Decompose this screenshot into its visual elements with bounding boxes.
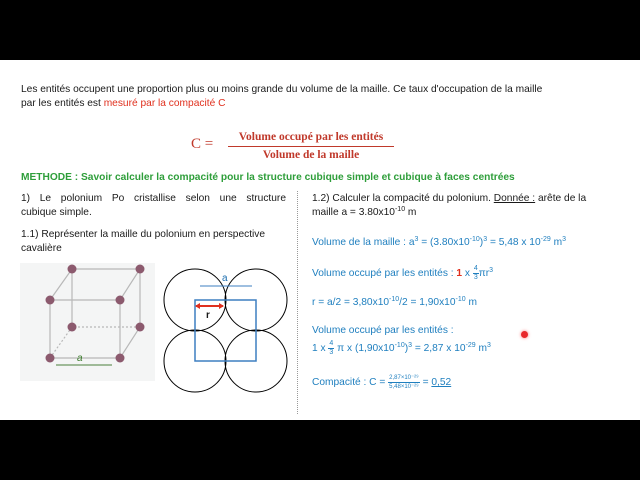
q1-line-2: cubique simple.: [21, 207, 92, 218]
q12-line-2: [312, 206, 416, 219]
exponent: 3: [489, 267, 494, 275]
t: πr: [478, 268, 490, 280]
q1-line-1: 1) Le polonium Po cristallise selon une structure: [21, 193, 286, 204]
t: Volume occupé par les entités :: [312, 268, 457, 280]
formula-numerator: Volume occupé par les entités: [238, 131, 384, 143]
exponent: -29: [540, 236, 551, 243]
unit: m: [405, 207, 417, 218]
t: x: [462, 268, 473, 280]
q12-donnee: Donnée :: [493, 193, 536, 204]
t: 1 x: [312, 343, 329, 355]
t: ): [479, 237, 484, 248]
frac-den: 3: [473, 274, 478, 281]
atom: [46, 296, 55, 305]
atom: [136, 323, 145, 332]
atom: [116, 354, 125, 363]
atom: [46, 354, 55, 363]
exponent: -29: [465, 342, 476, 350]
exponent: 3: [414, 236, 419, 243]
q11-line-1: 1.1) Représenter la maille du polonium en perspective: [21, 229, 266, 240]
slide: [0, 60, 640, 420]
a-label: a: [222, 273, 228, 284]
t: m: [465, 297, 477, 308]
q12-line-1: [312, 192, 586, 205]
atom-count: 1: [456, 268, 463, 280]
t: Compacité : C =: [312, 377, 389, 389]
volume-maille-line: [312, 236, 566, 249]
t: = 2,87 x 10: [412, 343, 466, 355]
exponent: -10: [469, 236, 480, 243]
exponent: -10: [455, 296, 466, 303]
unit-cell-square: [195, 300, 256, 361]
laser-pointer: [521, 331, 528, 338]
t: m: [475, 343, 488, 355]
exponent: -10: [389, 296, 400, 303]
t: Volume de la maille : a: [312, 237, 415, 248]
q12-text: 1.2) Calculer la compacité du polonium.: [312, 193, 494, 204]
atom: [116, 296, 125, 305]
q11-line-2: cavalière: [21, 243, 62, 254]
t: m: [550, 237, 563, 248]
intro-text: par les entités est: [21, 98, 104, 109]
atom: [68, 323, 77, 332]
r-label: r: [206, 310, 210, 321]
intro-highlight: mesuré par la compacité C: [103, 98, 226, 109]
formula-denominator: Volume de la maille: [262, 149, 360, 161]
t: r = a/2 = 3,80x10: [312, 297, 390, 308]
exponent: 3: [408, 342, 413, 350]
exponent: 3: [562, 236, 566, 243]
compacite-result: 0,52: [431, 377, 452, 389]
t: = 5,48 x 10: [487, 237, 541, 248]
r-arrowhead-right: [219, 303, 224, 309]
exponent: 3: [487, 342, 491, 350]
exponent: -10: [394, 342, 405, 350]
column-divider: [297, 191, 298, 414]
cube-edge-label: a: [77, 353, 83, 364]
volume-occupe-line: [312, 265, 493, 282]
t: = (3.80x10: [418, 237, 470, 248]
t: π x (1,90x10: [334, 343, 395, 355]
r-line: [312, 296, 477, 309]
atom-circles: [164, 269, 287, 392]
cube-background: [20, 263, 155, 381]
q12-text-end: arête de la: [535, 193, 587, 204]
atom: [136, 265, 145, 274]
atom: [68, 265, 77, 274]
cube-figure: [20, 263, 155, 381]
frac-num: 2,87×10⁻²⁹: [389, 375, 419, 381]
t: /2 = 1,90x10: [399, 297, 456, 308]
compacite-fraction: [388, 374, 420, 391]
volume-occupe-calc: [312, 340, 491, 357]
frac-num: 4: [473, 265, 478, 272]
frac-num: 4: [329, 340, 334, 347]
circles-figure: [160, 263, 298, 413]
frac-den: 3: [329, 349, 334, 356]
exponent: -10: [394, 206, 406, 213]
volume-occupe-title: Volume occupé par les entités :: [312, 325, 454, 336]
q12-value: maille a = 3.80x10: [312, 207, 395, 218]
t: =: [419, 377, 432, 389]
intro-line-2: [21, 97, 225, 110]
method-title: METHODE : Savoir calculer la compacité pour la structure cubique simple et cubique à faces centrées: [21, 172, 515, 183]
exponent: 3: [483, 236, 488, 243]
formula-bar: [228, 146, 394, 147]
frac-den: 5,48×10⁻²⁹: [389, 384, 419, 390]
formula-lhs: C =: [191, 136, 214, 152]
intro-line-1: Les entités occupent une proportion plus ou moins grande du volume de la maille. Ce taux d'occupation de la maille: [21, 84, 543, 95]
compacite-line: [312, 374, 451, 391]
t: ): [404, 343, 409, 355]
